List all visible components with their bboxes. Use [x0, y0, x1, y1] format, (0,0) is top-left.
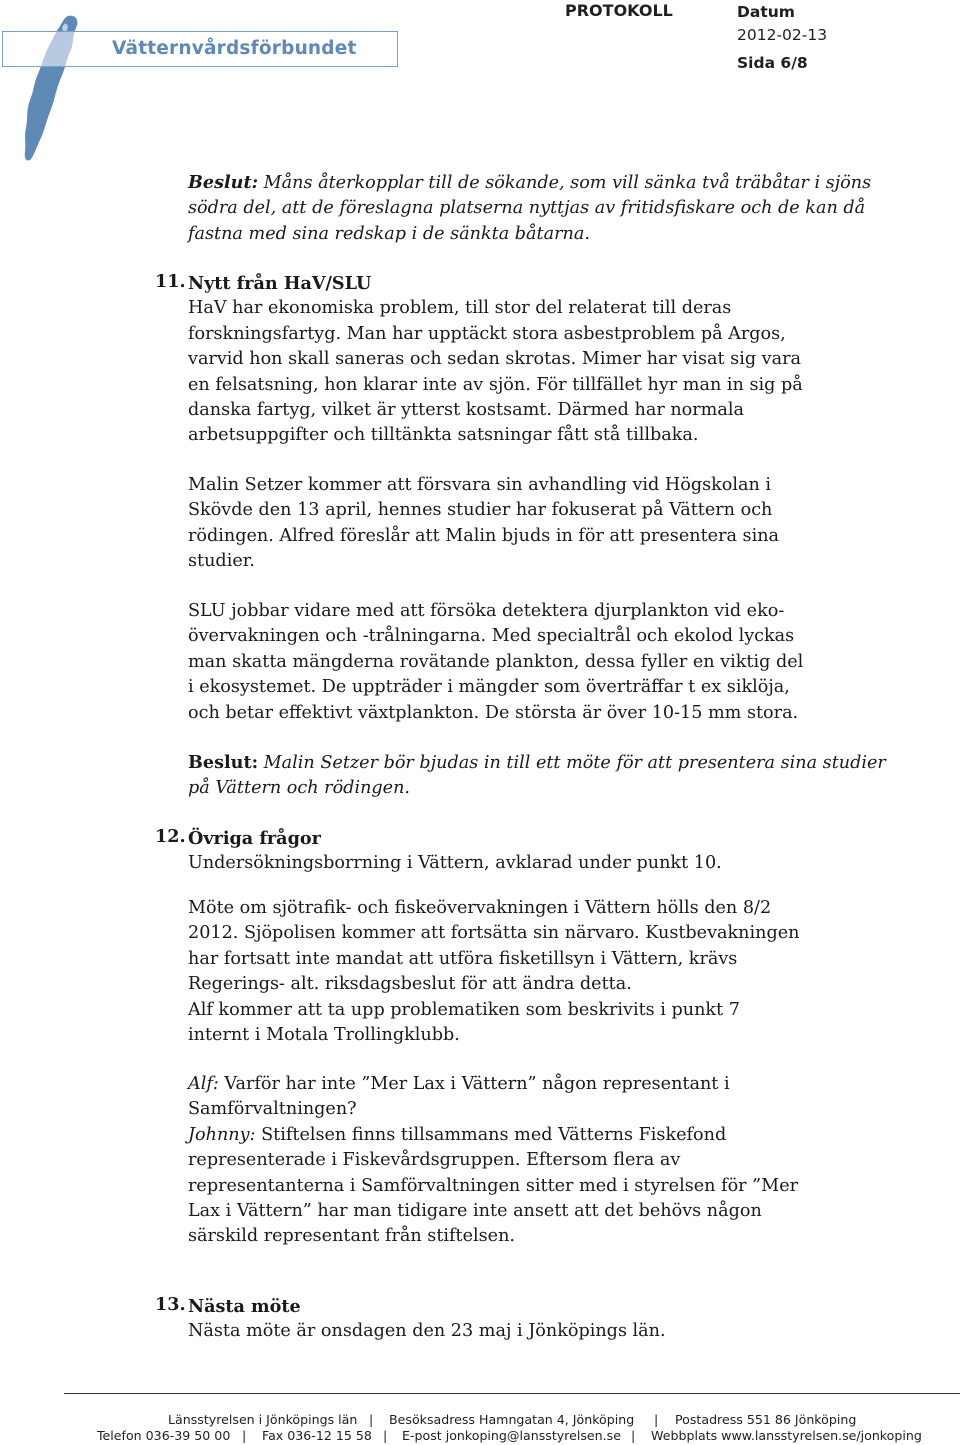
paragraph: [188, 599, 804, 726]
text-line: danska fartyg, vilket är ytterst kostsamt. Därmed har normala: [188, 400, 744, 421]
text-line: rödingen. Alfred föreslår att Malin bjuds in för att presentera sina: [188, 525, 780, 546]
text-line: Samförvaltningen?: [188, 1099, 357, 1120]
beslut-label: Beslut:: [188, 172, 259, 193]
text-line: Möte om sjötrafik- och fiskeövervakningen i Vättern hölls den 8/2: [188, 898, 772, 918]
doc-type: PROTOKOLL: [565, 1, 673, 20]
text-line: Regerings- alt. riksdagsbeslut för att ändra detta.: [188, 974, 632, 995]
footer-separator: |: [654, 1412, 659, 1427]
text-line: representanterna i Samförvaltningen sitter med i styrelsen för ”Mer: [188, 1175, 799, 1196]
text-line: Måns återkopplar till de sökande, som vill sänka två träbåtar i sjöns: [258, 173, 872, 193]
date-value: 2012-02-13: [737, 26, 828, 44]
section-number: 12.: [155, 826, 186, 847]
beslut-paragraph: [188, 170, 872, 247]
footer-visit-address: Besöksadress Hamngatan 4, Jönköping: [389, 1412, 635, 1427]
speaker-name: Alf:: [188, 1074, 219, 1094]
text-line: Undersökningsborrning i Vättern, avklarad under punkt 10.: [188, 853, 722, 874]
footer-website-link[interactable]: Webbplats www.lansstyrelsen.se/jonkoping: [651, 1428, 922, 1443]
paragraph: [188, 896, 800, 1048]
dialogue: [188, 1072, 799, 1250]
text-line: varvid hon skall saneras och sedan skrotas. Mimer har visat sig vara: [188, 349, 802, 370]
footer-separator: |: [242, 1428, 247, 1443]
text-line: HaV har ekonomiska problem, till stor del relaterat till deras: [188, 298, 732, 319]
section-12: [188, 826, 788, 877]
footer-separator: |: [369, 1412, 374, 1427]
text-line: Malin Setzer bör bjudas in till ett möte för att presentera sina studier: [258, 753, 886, 773]
section-13: [188, 1294, 788, 1345]
footer-separator: |: [383, 1428, 388, 1443]
footer-fax: Fax 036-12 15 58: [262, 1428, 372, 1443]
text-line: en felsatsning, hon klarar inte av sjön. För tillfället hyr man in sig på: [188, 374, 803, 395]
text-line: Alf kommer att ta upp problematiken som beskrivits i punkt 7: [188, 999, 740, 1020]
text-line: har fortsatt inte mandat att utföra fisketillsyn i Vättern, krävs: [188, 948, 738, 969]
section-number: 13.: [155, 1294, 186, 1315]
section-11: [188, 271, 803, 449]
footer-postal-address: Postadress 551 86 Jönköping: [675, 1412, 857, 1427]
text-line: Stiftelsen finns tillsammans med Vätterns Fiskefond: [255, 1124, 727, 1145]
footer-separator: |: [631, 1428, 636, 1443]
text-line: Varför har inte ”Mer Lax i Vättern” någon representant i: [218, 1074, 730, 1094]
text-line: i ekosystemet. De uppträder i mängder som överträffar t ex siklöja,: [188, 677, 790, 698]
text-line: representerade i Fiskevårdsgruppen. Eftersom flera av: [188, 1150, 681, 1171]
section-heading: Nästa möte: [188, 1296, 301, 1317]
footer-divider: [64, 1393, 960, 1394]
org-name: Vätternvårdsförbundet: [112, 38, 357, 59]
speaker-name: Johnny:: [188, 1124, 256, 1145]
text-line: internt i Motala Trollingklubb.: [188, 1025, 460, 1046]
text-line: Lax i Vättern” har man tidigare inte ansett att det behövs någon: [188, 1201, 762, 1222]
text-line: forskningsfartyg. Man har upptäckt stora asbestproblem på Argos,: [188, 323, 786, 344]
section-heading: Övriga frågor: [188, 828, 321, 849]
text-line: på Vättern och rödingen.: [188, 778, 411, 799]
footer-phone: Telefon 036-39 50 00: [97, 1428, 231, 1443]
text-line: arbetsuppgifter och tilltänkta satsningar fått stå tillbaka.: [188, 425, 699, 446]
section-number: 11.: [155, 271, 186, 292]
text-line: Skövde den 13 april, hennes studier har fokuserat på Vättern och: [188, 500, 773, 521]
text-line: övervakningen och -trålningarna. Med specialtrål och ekolod lyckas: [188, 626, 795, 647]
text-line: studier.: [188, 551, 255, 572]
text-line: 2012. Sjöpolisen kommer att fortsätta sin närvaro. Kustbevakningen: [188, 923, 800, 944]
text-line: SLU jobbar vidare med att försöka detektera djurplankton vid eko-: [188, 601, 785, 621]
text-line: Nästa möte är onsdagen den 23 maj i Jönköpings län.: [188, 1321, 666, 1342]
text-line: och betar effektivt växtplankton. De största är över 10-15 mm stora.: [188, 702, 799, 723]
paragraph: [188, 473, 788, 575]
beslut-paragraph: [188, 750, 886, 802]
footer-email-link[interactable]: E-post jonkoping@lansstyrelsen.se: [402, 1428, 621, 1443]
text-line: Malin Setzer kommer att försvara sin avhandling vid Högskolan i: [188, 475, 772, 495]
footer-org: Länsstyrelsen i Jönköpings län: [168, 1412, 358, 1427]
text-line: södra del, att de föreslagna platserna nyttjas av fritidsfiskare och de kan då: [188, 198, 866, 219]
text-line: man skatta mängderna rovätande plankton, dessa fyller en viktig del: [188, 651, 804, 672]
section-heading: Nytt från HaV/SLU: [188, 273, 372, 294]
page-number: Sida 6/8: [737, 54, 808, 72]
text-line: särskild representant från stiftelsen.: [188, 1226, 516, 1247]
date-label: Datum: [737, 3, 795, 21]
text-line: fastna med sina redskap i de sänkta båtarna.: [188, 223, 590, 244]
beslut-label: Beslut:: [188, 752, 259, 773]
